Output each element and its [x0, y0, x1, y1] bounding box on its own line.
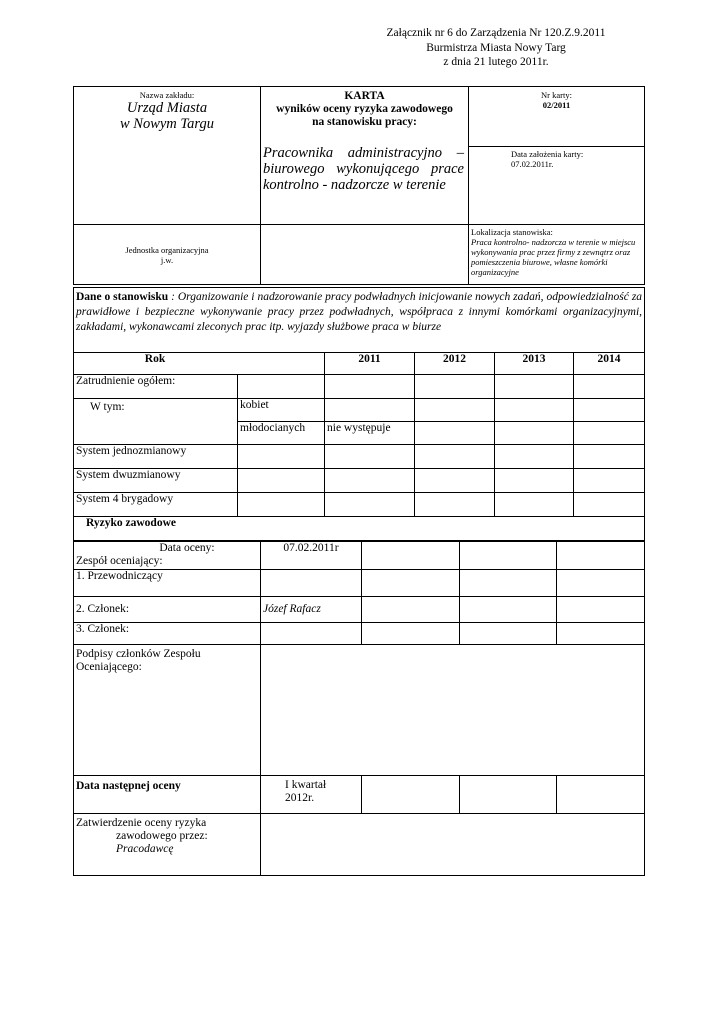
- card-date-cell: [469, 147, 645, 225]
- employment-total-label: Zatrudnienie ogółem:: [74, 375, 238, 399]
- card-subtitle-2: na stanowisku pracy:: [312, 116, 417, 128]
- card-title-cell: [261, 87, 469, 225]
- card-date-value: 07.02.2011r.: [511, 159, 554, 169]
- next-assessment-value-1: I kwartał: [285, 779, 327, 791]
- establishment-name-line1: Urząd Miasta: [126, 100, 208, 116]
- location-value: Praca kontrolno- nadzorcza w terenie w miejscu wykonywania prac przez firmy z zewnątrz oraz pomieszczenia biurowe, własne komórki organizacyjne: [471, 237, 636, 277]
- card-title: KARTA: [344, 90, 385, 102]
- header-line-1: Załącznik nr 6 do Zarządzenia Nr 120.Z.9.2011: [386, 27, 606, 39]
- position-data-cell: Dane o stanowisku : Organizowanie i nadzorowanie pracy podwładnych inicjowanie nowych zadań, odpowiedzialność za prawidłowe i bezpieczne wykonywanie pracy przez podwładnych, współpraca z innymi komórkami organizacyjnymi, zakładami, wykonawcami zleconych prac itp. wyjazdy służbowe praca w biurze: [74, 288, 645, 353]
- assessment-date-value: 07.02.2011r: [261, 542, 362, 570]
- approval-cell: [74, 814, 261, 876]
- juveniles-label: młodocianych: [238, 422, 325, 445]
- signatures-label: Podpisy członków Zespołu Oceniającego:: [74, 645, 261, 776]
- rok-label: Rok: [144, 353, 166, 365]
- location-cell: [469, 225, 645, 285]
- card-number-label: Nr karty:: [541, 90, 572, 100]
- member-3-label: 3. Członek:: [74, 623, 261, 645]
- position-data-text: Organizowanie i nadzorowanie pracy podwładnych inicjowanie nowych zadań, odpowiedzialność za prawidłowe i bezpieczne wykonywanie pracy przez podwładnych, współpraca z innymi komórkami organizacyjnymi, zakładami, wykonawcami zleconych prac itp. wyjazdy służbowe praca w biurze: [76, 291, 643, 333]
- location-label: Lokalizacja stanowiska:: [471, 227, 553, 237]
- approval-label-1: Zatwierdzenie oceny ryzyka: [76, 817, 207, 829]
- women-label: kobiet: [238, 399, 325, 422]
- unit-blank-cell: [261, 225, 469, 285]
- member-2-label: 2. Członek:: [74, 597, 261, 623]
- next-assessment-value-2: 2012r.: [285, 792, 315, 804]
- years-header-table: [73, 352, 645, 375]
- assessment-date-label: Data oceny:: [159, 542, 215, 554]
- card-number-value: 02/2011: [542, 100, 571, 110]
- attachment-header: [366, 26, 626, 70]
- system-single-shift: System jednozmianowy: [74, 445, 238, 469]
- establishment-label: Nazwa zakładu:: [139, 90, 195, 100]
- unit-label: Jednostka organizacyjna: [125, 244, 209, 255]
- system-two-shift: System dwuzmianowy: [74, 469, 238, 493]
- header-line-3: z dnia 21 lutego 2011r.: [443, 56, 549, 68]
- unit-cell: [74, 225, 261, 285]
- next-assessment-cell: [261, 776, 362, 814]
- employment-table: [73, 287, 645, 353]
- chairman-label: 1. Przewodniczący: [74, 570, 261, 597]
- year-col-2013: 2013: [495, 353, 574, 375]
- card-date-label: Data założenia karty:: [511, 149, 584, 159]
- assessment-date-cell: [74, 542, 261, 570]
- establishment-name-line2: w Nowym Targu: [119, 116, 214, 132]
- juveniles-value: nie występuje: [325, 422, 415, 445]
- position-data-label: Dane o stanowisku: [76, 291, 169, 303]
- signatures-area: [261, 645, 645, 776]
- year-col-2014: 2014: [574, 353, 645, 375]
- card-header-table: [73, 86, 645, 285]
- unit-value: j.w.: [160, 254, 174, 265]
- assessment-table: [73, 541, 645, 876]
- approval-label-2: zawodowego przez:: [116, 830, 208, 842]
- employment-rows-table: [73, 374, 645, 541]
- next-assessment-label: Data następnej oceny: [74, 776, 261, 814]
- member-2-name: Józef Rafacz: [261, 597, 362, 623]
- card-number-cell: [469, 87, 645, 147]
- year-col-2011: 2011: [325, 353, 415, 375]
- establishment-cell: [74, 87, 261, 225]
- approval-value: Pracodawcę: [116, 843, 174, 855]
- year-col-2012: 2012: [415, 353, 495, 375]
- assessment-team-label: Zespół oceniający:: [76, 555, 163, 567]
- card-subtitle-1: wyników oceny ryzyka zawodowego: [276, 103, 453, 115]
- approval-blank: [261, 814, 645, 876]
- position-name: Pracownika administracyjno – biurowego wykonującego prace kontrolno - nadzorcze w terenie: [263, 145, 464, 193]
- of-which-label: W tym:: [74, 399, 238, 445]
- rok-label-cell: [74, 353, 325, 375]
- occupational-risk-title: Ryzyko zawodowe: [74, 517, 645, 541]
- header-line-2: Burmistrza Miasta Nowy Targ: [426, 41, 566, 54]
- system-four-brigade: System 4 brygadowy: [74, 493, 238, 517]
